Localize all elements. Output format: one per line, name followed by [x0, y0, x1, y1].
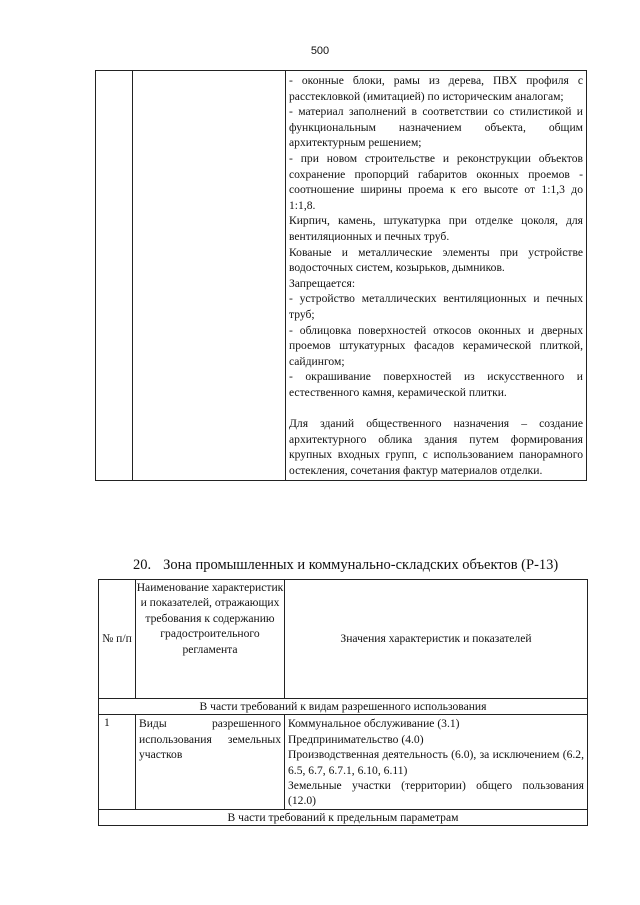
requirement-line: - окрашивание поверхностей из искусственного и естественного камня, керамической плитки.	[289, 370, 583, 399]
section-title: Зона промышленных и коммунально-складских объектов (Р-13)	[163, 557, 559, 573]
row-name	[136, 715, 285, 809]
section-row	[99, 809, 588, 825]
continuation-table	[95, 70, 587, 481]
requirement-line: Запрещается:	[289, 276, 356, 290]
requirement-line: - облицовка поверхностей откосов оконных и дверных проемов штукатурных фасадов керамической плиткой, сайдингом;	[289, 323, 583, 368]
row-values	[285, 715, 588, 809]
header-values: Значения характеристик и показателей	[285, 580, 588, 699]
page-number: 500	[310, 45, 330, 57]
zone-table	[98, 579, 588, 826]
requirement-line: Для зданий общественного назначения – создание архитектурного облика здания путем формирования крупных входных групп, с использованием панорамного остекления, сочетания фактур материалов отделки.	[289, 417, 583, 477]
table-row	[99, 715, 588, 809]
requirements-text	[286, 71, 586, 480]
requirements-cell	[286, 71, 587, 481]
section-heading	[133, 557, 558, 574]
requirement-line: - оконные блоки, рамы из дерева, ПВХ профиля с расстекловкой (имитацией) по историческим аналогам;	[289, 74, 583, 103]
requirement-line: - материал заполнений в соответствии со стилистикой и функциональным назначением объекта, общим архитектурным решением;	[289, 105, 583, 150]
row-number: 1	[99, 715, 136, 809]
empty-name-cell	[133, 71, 286, 481]
header-name: Наименование характеристик и показателей, отражающих требования к содержанию градостроительного регламента	[136, 580, 285, 699]
header-number: № п/п	[99, 580, 136, 699]
value-item: Земельные участки (территории) общего пользования (12.0)	[288, 779, 584, 808]
empty-number-cell	[96, 71, 133, 481]
section-row	[99, 699, 588, 715]
header-row	[99, 580, 588, 699]
value-item: Производственная деятельность (6.0), за исключением (6.2, 6.5, 6.7, 6.7.1, 6.10, 6.11)	[288, 748, 584, 777]
section-row-limit-params: В части требований к предельным параметрам	[99, 809, 588, 825]
value-item: Предпринимательство (4.0)	[288, 732, 424, 746]
requirement-line: - при новом строительстве и реконструкции объектов сохранение пропорций габаритов оконных проемов - соотношение ширины проема к его высоте от 1:1,3 до 1:1,8.	[289, 151, 583, 212]
requirement-line: Кованые и металлические элементы при устройстве водосточных систем, козырьков, дымников.	[289, 245, 583, 275]
section-number: 20.	[133, 557, 152, 573]
value-item: Коммунальное обслуживание (3.1)	[288, 717, 460, 731]
requirement-line: - устройство металлических вентиляционных и печных труб;	[289, 292, 583, 321]
section-row-permitted-use: В части требований к видам разрешенного использования	[99, 699, 588, 715]
row-name-text: Виды разрешенного использования земельных участков	[139, 717, 281, 762]
table-row	[96, 71, 587, 481]
requirement-line: Кирпич, камень, штукатурка при отделке цоколя, для вентиляционных и печных труб.	[289, 214, 583, 243]
